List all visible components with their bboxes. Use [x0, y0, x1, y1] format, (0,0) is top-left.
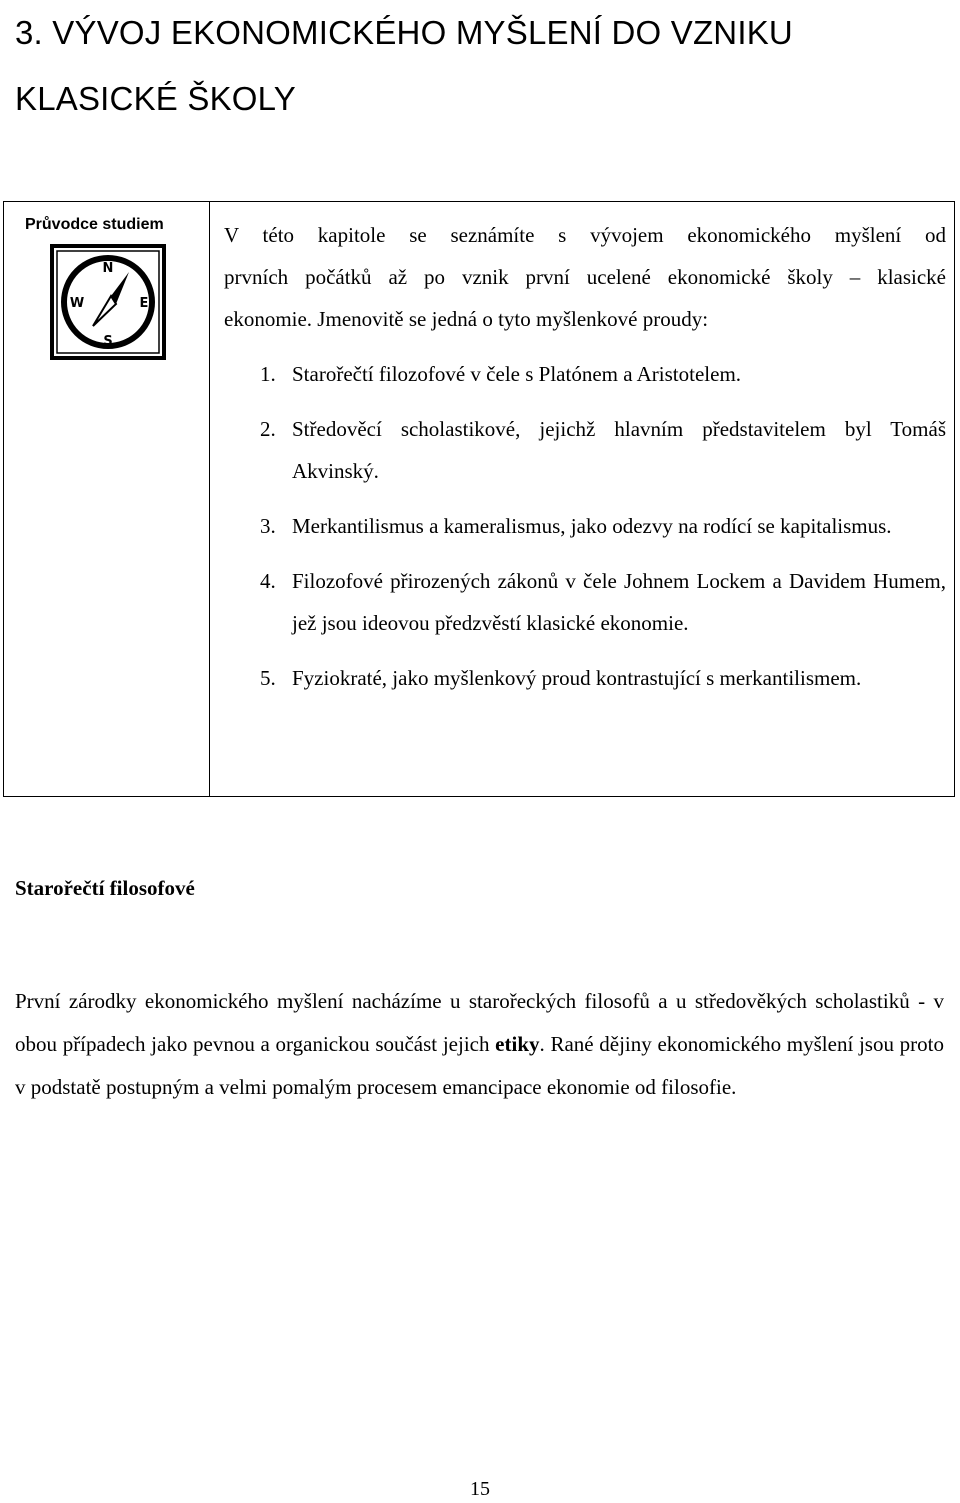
- list-item: [224, 353, 946, 395]
- compass-east-letter: E: [139, 296, 149, 311]
- list-item-text: Filozofové přirozených zákonů v čele Johnem Lockem a Davidem Humem, jež jsou ideovou předzvěstí klasické ekonomie.: [292, 569, 946, 635]
- body-text-bold-ethics: etiky: [495, 1032, 540, 1056]
- list-item-text: Středověcí scholastikové, jejichž hlavním představitelem byl Tomáš Akvinský.: [292, 417, 946, 483]
- study-guide-label: Průvodce studiem: [25, 216, 164, 233]
- list-item-number: 4.: [260, 569, 276, 593]
- list-item-number: 1.: [260, 362, 276, 386]
- compass-west-letter: W: [69, 296, 85, 311]
- study-guide-content: [224, 214, 946, 699]
- study-guide-sidebar: [4, 202, 210, 796]
- thought-streams-list: [224, 353, 946, 699]
- list-item: [224, 505, 946, 547]
- body-text-part1: První zárodky ekonomického myšlení nacházíme u starořeckých filosofů a u středověkých scholastiků - v obou případech jako pevnou a organickou součást jejich: [15, 989, 944, 1056]
- intro-line-3: ekonomie. Jmenovitě se jedná o tyto myšlenkové proudy:: [224, 307, 709, 331]
- list-item-number: 2.: [260, 417, 276, 441]
- list-item: [224, 560, 946, 644]
- page-number: 15: [470, 1478, 490, 1500]
- chapter-title-line1: 3. VÝVOJ EKONOMICKÉHO MYŠLENÍ DO VZNIKU: [15, 14, 793, 51]
- compass-north-letter: N: [102, 261, 114, 276]
- intro-line-2: prvních počátků až po vznik první ucelené ekonomické školy – klasické: [224, 265, 946, 289]
- list-item-text: Fyziokraté, jako myšlenkový proud kontrastující s merkantilismem.: [292, 666, 862, 690]
- compass-icon: [50, 244, 166, 360]
- list-item-number: 3.: [260, 514, 276, 538]
- section-heading: Starořečtí filosofové: [15, 876, 195, 900]
- compass-south-letter: S: [103, 334, 113, 349]
- list-item: [224, 657, 946, 699]
- body-text-part2: . Rané dějiny ekonomického myšlení jsou proto v podstatě postupným a velmi pomalým procesem emancipace ekonomie od filosofie.: [15, 1032, 944, 1099]
- study-guide-box: [3, 201, 955, 797]
- list-item-text: Starořečtí filozofové v čele s Platónem a Aristotelem.: [292, 362, 742, 386]
- study-guide-intro: [224, 214, 946, 340]
- list-item: [224, 408, 946, 492]
- list-item-text: Merkantilismus a kameralismus, jako odezvy na rodící se kapitalismus.: [292, 514, 892, 538]
- list-item-number: 5.: [260, 666, 276, 690]
- chapter-title-line2: KLASICKÉ ŠKOLY: [15, 80, 296, 117]
- intro-line-1: V této kapitole se seznámíte s vývojem ekonomického myšlení od: [224, 223, 946, 247]
- chapter-title: [15, 0, 955, 132]
- body-paragraph: [15, 980, 944, 1109]
